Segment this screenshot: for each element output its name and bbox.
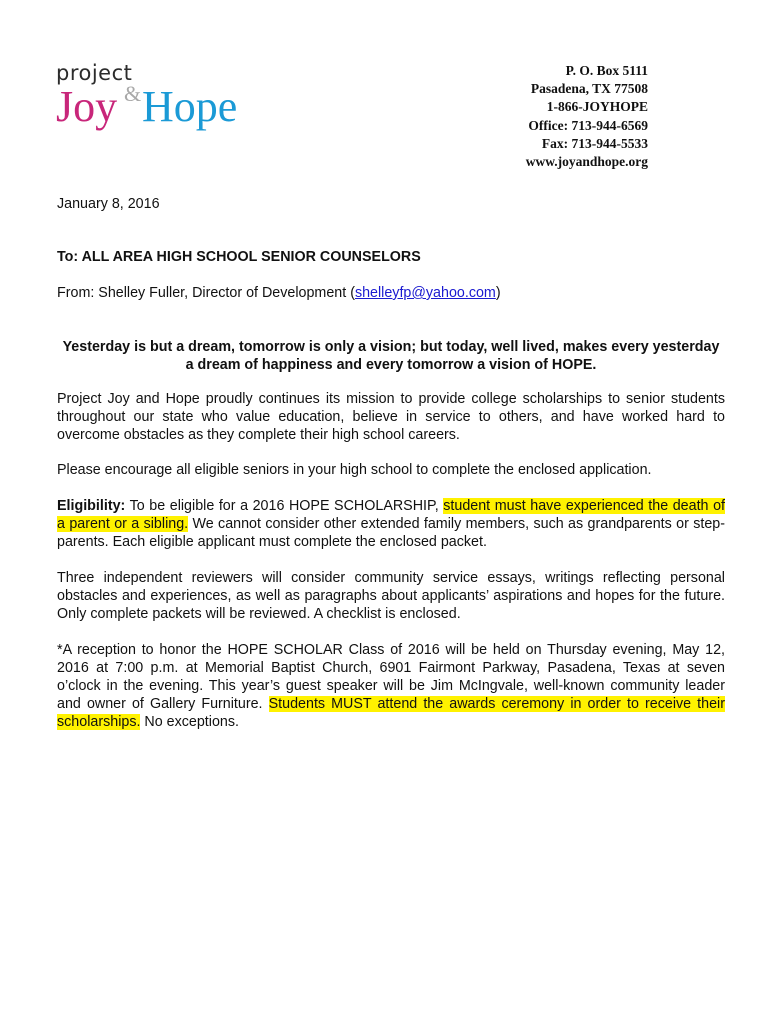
reception-text-b: No exceptions. — [140, 714, 239, 730]
logo-joy-text: Joy — [56, 82, 118, 131]
sender-suffix: ) — [495, 285, 501, 301]
letter-recipient: To: ALL AREA HIGH SCHOOL SENIOR COUNSELORS — [57, 249, 421, 265]
address-office-phone: Office: 713-944-6569 — [528, 117, 648, 133]
encourage-paragraph: Please encourage all eligible seniors in your high school to complete the enclosed application. — [57, 462, 652, 478]
eligibility-paragraph — [57, 497, 725, 551]
mission-paragraph: Project Joy and Hope proudly continues its mission to provide college scholarships to senior students throughout our state who value education, believe in service to others, and have worked hard to overcome obstacles as they complete their high school careers. — [57, 391, 725, 443]
project-joy-and-hope-logo — [56, 62, 246, 142]
eligibility-text-b: We cannot consider other extended family members, such as grandparents or step-parents. Each eligible applicant must complete the enclosed packet. — [57, 516, 726, 550]
address-toll-free: 1-866-JOYHOPE — [546, 99, 648, 115]
sender-text: From: Shelley Fuller, Director of Development ( — [57, 285, 355, 301]
eligibility-label: Eligibility: — [57, 498, 126, 514]
letter-date: January 8, 2016 — [57, 196, 160, 212]
logo-ampersand: & — [124, 81, 142, 106]
reception-paragraph — [57, 641, 725, 731]
reception-text-a: *A reception to honor the HOPE SCHOLAR Class of 2016 will be held on Thursday evening, May 12, 2016 at 7:00 p.m. at Memorial Baptist Church, 6901 Fairmont Parkway, Pasadena, Texas at seven o’clock in the evening. This year’s guest speaker will be Jim McIngvale, well-known community leader and owner of Gallery Furniture. — [57, 642, 725, 712]
logo-project-text: project — [56, 61, 133, 85]
reception-highlight: Students MUST attend the awards ceremony in order to receive their scholarships. — [57, 696, 725, 730]
address-po-box: P. O. Box 5111 — [565, 63, 648, 78]
reviewers-paragraph: Three independent reviewers will consider community service essays, writings reflecting personal obstacles and experiences, as well as paragraphs about applicants’ aspirations and hopes for the future. Only complete packets will be reviewed. A checklist is enclosed. — [57, 570, 725, 622]
address-fax: Fax: 713-944-5533 — [541, 135, 648, 151]
logo-hope-text: Hope — [142, 82, 238, 131]
letterhead-address — [480, 62, 648, 171]
eligibility-text-a: To be eligible for a 2016 HOPE SCHOLARSHIP, — [125, 498, 444, 514]
eligibility-highlight: student must have experienced the death of a parent or a sibling. — [57, 498, 726, 532]
sender-email-link[interactable]: shelleyfp@yahoo.com — [354, 285, 496, 301]
address-website: www.joyandhope.org — [525, 154, 648, 170]
address-city: Pasadena, TX 77508 — [530, 81, 648, 97]
hope-quote: Yesterday is but a dream, tomorrow is only a vision; but today, well lived, makes every yesterday a dream of happiness and every tomorrow a vision of HOPE. — [62, 339, 720, 373]
letter-sender — [57, 284, 725, 302]
